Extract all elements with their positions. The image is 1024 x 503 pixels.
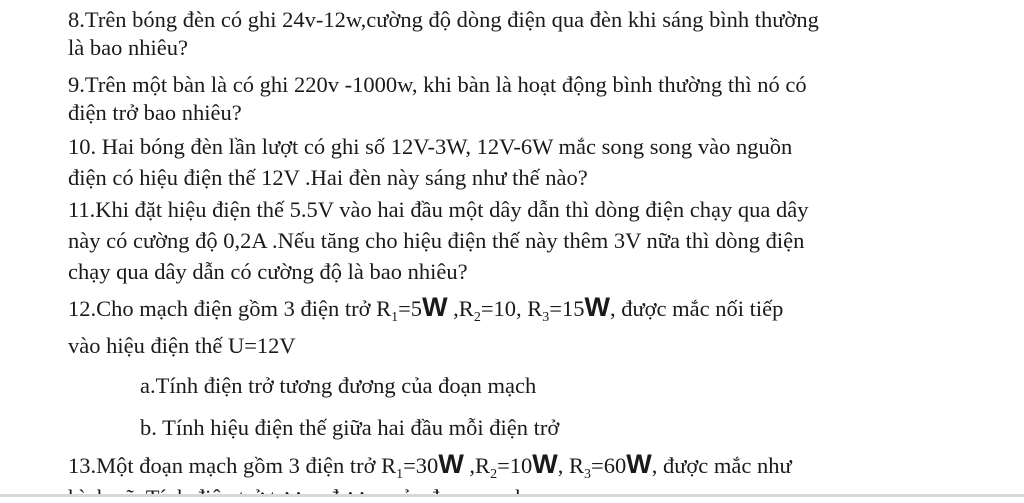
ohm-symbol: W	[422, 292, 448, 322]
q11-line-1: 11.Khi đặt hiệu điện thế 5.5V vào hai đầu một dây dẫn thì dòng điện chạy qua dây	[68, 197, 809, 222]
q11-line-3: chạy qua dây dẫn có cường độ là bao nhiêu?	[68, 259, 468, 284]
r1-value: =30	[403, 453, 439, 478]
r2-subscript: 2	[490, 467, 498, 482]
q13-line-1	[68, 450, 792, 484]
q11-line-2: này có cường độ 0,2A .Nếu tăng cho hiệu điện thế này thêm 3V nữa thì dòng điện	[68, 228, 805, 253]
q12-suffix: , được mắc nối tiếp	[609, 296, 784, 321]
r2-value: =10	[497, 453, 533, 478]
r1-subscript: 1	[391, 310, 399, 325]
q8-line-2: là bao nhiêu?	[68, 35, 188, 60]
q9-line-2: điện trở bao nhiêu?	[68, 100, 242, 125]
q10-line-2: điện có hiệu điện thế 12V .Hai đèn này sáng như thế nào?	[68, 165, 588, 190]
q12-prefix: 12.Cho mạch điện gồm 3 điện trở R	[68, 296, 392, 321]
ohm-symbol: W	[532, 449, 558, 479]
r3-prefix: , R	[557, 453, 585, 478]
bottom-margin	[0, 497, 1024, 503]
ohm-symbol: W	[438, 449, 464, 479]
r3-value: =15	[549, 296, 585, 321]
r1-subscript: 1	[396, 467, 404, 482]
q12-line-2: vào hiệu điện thế U=12V	[68, 333, 296, 358]
q12-part-b: b. Tính hiệu điện thế giữa hai đầu mỗi điện trở	[140, 415, 560, 440]
r2-prefix: ,R	[447, 296, 474, 321]
ohm-symbol: W	[626, 449, 652, 479]
r2-prefix: ,R	[463, 453, 491, 478]
q13-prefix: 13.Một đoạn mạch gồm 3 điện trở R	[68, 453, 397, 478]
r2-value: =10, R	[480, 296, 543, 321]
r3-subscript: 3	[584, 467, 592, 482]
q8-line-1: 8.Trên bóng đèn có ghi 24v-12w,cường độ dòng điện qua đèn khi sáng bình thường	[68, 7, 819, 32]
r3-subscript: 3	[542, 310, 550, 325]
r1-value: =5	[398, 296, 423, 321]
q13-suffix: , được mắc như	[651, 453, 792, 478]
ohm-symbol: W	[584, 292, 610, 322]
r3-value: =60	[591, 453, 627, 478]
r2-subscript: 2	[473, 310, 481, 325]
q12-line-1	[68, 293, 783, 327]
q9-line-1: 9.Trên một bàn là có ghi 220v -1000w, khi bàn là hoạt động bình thường thì nó có	[68, 72, 807, 97]
q12-part-a: a.Tính điện trở tương đương của đoạn mạch	[140, 373, 537, 398]
q10-line-1: 10. Hai bóng đèn lần lượt có ghi số 12V-3W, 12V-6W mắc song song vào nguồn	[68, 134, 793, 159]
